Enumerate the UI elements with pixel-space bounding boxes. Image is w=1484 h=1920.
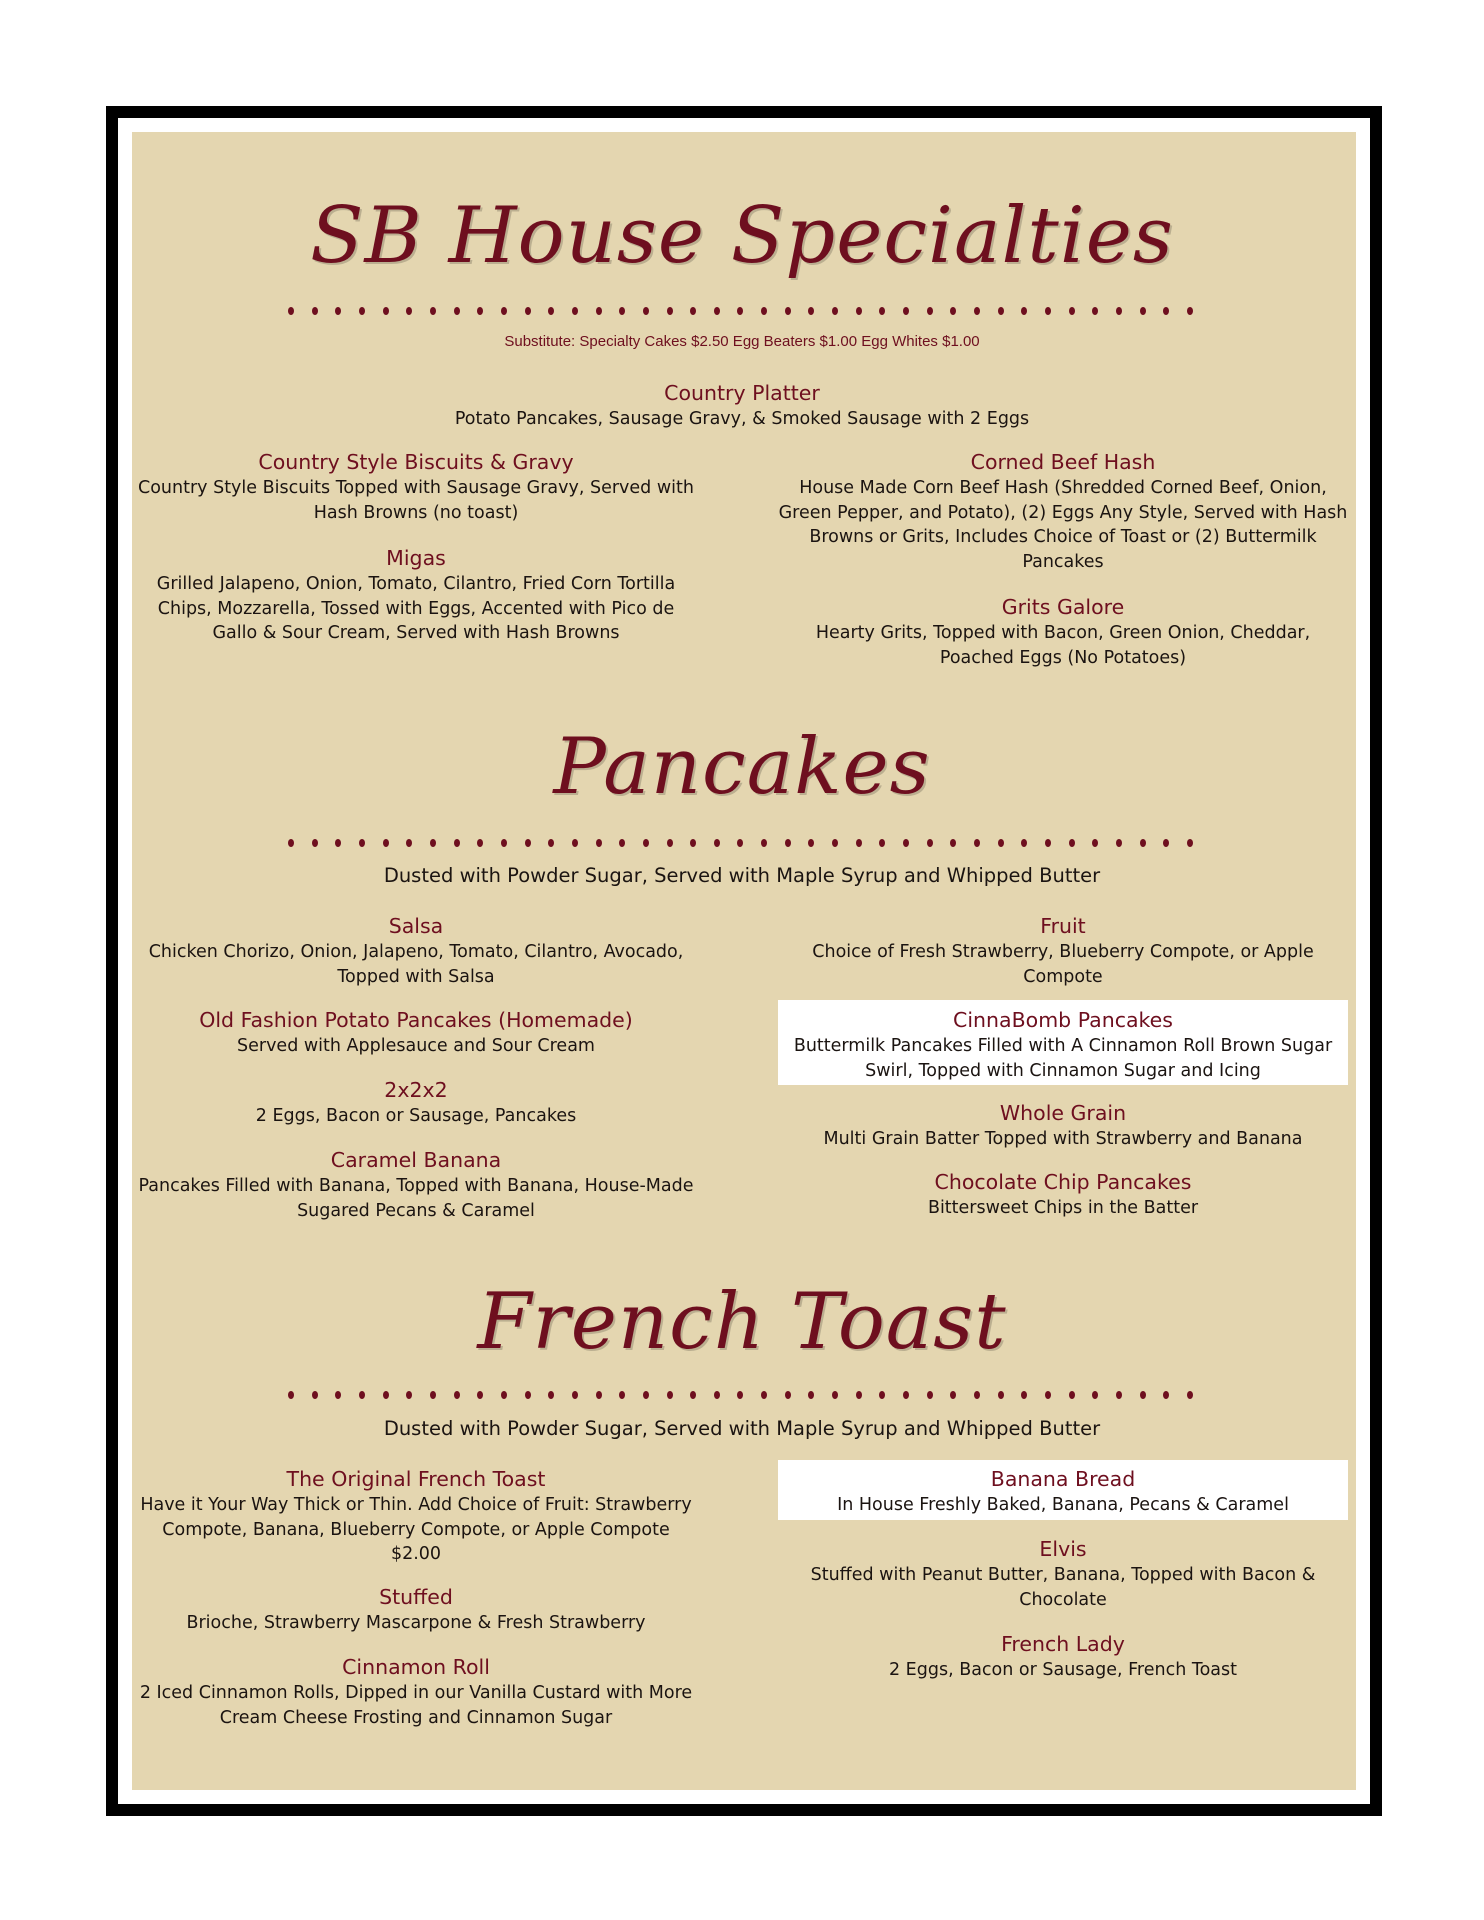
menu-item-country-platter [360,380,1124,432]
menu-item-name: Caramel Banana [330,1148,502,1172]
divider-dot [1116,1391,1122,1399]
divider-dot [572,1391,578,1399]
menu-item-name: Banana Bread [990,1467,1136,1491]
divider-dot [501,307,507,315]
menu-item-2x2x2 [136,1077,696,1129]
divider-dot [998,1391,1004,1399]
menu-item-chocolate-chip [778,1169,1348,1221]
divider-dot [572,307,578,315]
menu-item-desc: Bittersweet Chips in the Batter [927,1198,1199,1218]
menu-item-desc: Choice of Fresh Strawberry, Blueberry Compote, or Apple Compote [812,942,1314,987]
divider-dot [430,839,436,847]
divider-dot [1163,307,1169,315]
divider-dot [643,839,649,847]
divider-dot [832,839,838,847]
menu-item-desc: Buttermilk Pancakes Filled with A Cinnamon Roll Brown Sugar Swirl, Topped with Cinnamon Sugar and Icing [793,1036,1333,1081]
divider-dot [1045,307,1051,315]
divider-dot [903,839,909,847]
divider-dot [1187,307,1193,315]
divider-dot [430,307,436,315]
divider-dot [288,839,294,847]
divider-dot [832,307,838,315]
divider-dot [383,307,389,315]
menu-item-french-lady [778,1631,1348,1683]
divider-dot [1045,1391,1051,1399]
menu-item-name: Salsa [388,914,444,938]
menu-item-name: Chocolate Chip Pancakes [934,1170,1192,1194]
divider-dot [383,1391,389,1399]
divider-dot [596,307,602,315]
divider-dot [808,307,814,315]
menu-item-name: Cinnamon Roll [342,1655,490,1679]
divider-dot [406,839,412,847]
divider-dot [525,839,531,847]
divider-dot [596,839,602,847]
divider-dot [430,1391,436,1399]
divider-dot [1140,307,1146,315]
menu-item-migas [136,545,696,646]
divider-dot [714,1391,720,1399]
menu-item-desc: 2 Iced Cinnamon Rolls, Dipped in our Vanilla Custard with More Cream Cheese Frosting and Cinnamon Sugar [139,1683,693,1728]
french-toast-intro: Dusted with Powder Sugar, Served with Maple Syrup and Whipped Butter [383,1417,1101,1440]
menu-item-name: Whole Grain [999,1101,1127,1125]
divider-dot [1069,307,1075,315]
divider-dot [1140,839,1146,847]
pancakes-divider [288,838,1193,848]
specialties-title: SB House Specialties [310,191,1174,281]
divider-dot [288,307,294,315]
divider-dot [690,307,696,315]
menu-item-name: Country Platter [664,381,820,405]
divider-dot [643,1391,649,1399]
divider-dot [477,839,483,847]
menu-item-caramel-banana [136,1147,696,1223]
divider-dot [785,1391,791,1399]
divider-dot [288,1391,294,1399]
divider-dot [548,307,554,315]
divider-dot [974,1391,980,1399]
divider-dot [785,839,791,847]
divider-dot [856,839,862,847]
menu-item-desc: 2 Eggs, Bacon or Sausage, Pancakes [255,1106,577,1126]
divider-dot [832,1391,838,1399]
menu-item-desc: Multi Grain Batter Topped with Strawberry and Banana [823,1129,1303,1149]
divider-dot [619,307,625,315]
menu-item-name: The Original French Toast [286,1467,546,1491]
menu-item-grits-galore [778,594,1348,670]
divider-dot [643,307,649,315]
divider-dot [383,839,389,847]
divider-dot [761,1391,767,1399]
divider-dot [927,307,933,315]
menu-item-desc: Pancakes Filled with Banana, Topped with Banana, House-Made Sugared Pecans & Caramel [138,1176,694,1221]
divider-dot [1021,1391,1027,1399]
menu-item-name: Corned Beef Hash [970,450,1156,474]
divider-dot [619,839,625,847]
divider-dot [406,307,412,315]
specialties-divider [288,306,1193,316]
divider-dot [1092,839,1098,847]
divider-dot [974,307,980,315]
menu-item-desc: 2 Eggs, Bacon or Sausage, French Toast [888,1660,1238,1680]
divider-dot [1163,839,1169,847]
menu-item-desc: Stuffed with Peanut Butter, Banana, Topped with Bacon & Chocolate [810,1565,1316,1610]
menu-item-desc: Hearty Grits, Topped with Bacon, Green Onion, Cheddar, Poached Eggs (No Potatoes) [815,623,1311,668]
divider-dot [737,307,743,315]
divider-dot [525,1391,531,1399]
divider-dot [335,839,341,847]
divider-dot [879,1391,885,1399]
menu-item-name: Old Fashion Potato Pancakes (Homemade) [199,1008,633,1032]
divider-dot [927,839,933,847]
divider-dot [572,839,578,847]
divider-dot [998,839,1004,847]
divider-dot [312,307,318,315]
divider-dot [808,1391,814,1399]
menu-item-potato-pancakes [136,1007,696,1059]
menu-item-cinnamon-roll [136,1654,696,1730]
divider-dot [1092,307,1098,315]
divider-dot [927,1391,933,1399]
divider-dot [548,839,554,847]
menu-item-desc: Potato Pancakes, Sausage Gravy, & Smoked Sausage with 2 Eggs [454,409,1030,429]
divider-dot [737,839,743,847]
divider-dot [501,839,507,847]
divider-dot [454,839,460,847]
divider-dot [454,1391,460,1399]
divider-dot [974,839,980,847]
divider-dot [359,1391,365,1399]
menu-item-fruit [778,913,1348,989]
divider-dot [548,1391,554,1399]
menu-item-name: Elvis [1039,1537,1087,1561]
menu-item-name: 2x2x2 [384,1078,448,1102]
divider-dot [1021,307,1027,315]
menu-item-name: Migas [386,546,446,570]
menu-item-biscuits-gravy [136,449,696,525]
menu-item-name: CinnaBomb Pancakes [953,1008,1173,1032]
divider-dot [950,1391,956,1399]
divider-dot [690,839,696,847]
divider-dot [761,839,767,847]
menu-item-name: Stuffed [379,1585,453,1609]
divider-dot [312,839,318,847]
divider-dot [667,1391,673,1399]
divider-dot [808,839,814,847]
divider-dot [761,307,767,315]
divider-dot [525,307,531,315]
menu-item-name: Grits Galore [1001,595,1125,619]
divider-dot [477,307,483,315]
divider-dot [1069,839,1075,847]
menu-item-desc: Brioche, Strawberry Mascarpone & Fresh Strawberry [186,1613,646,1633]
divider-dot [903,1391,909,1399]
divider-dot [856,307,862,315]
menu-item-elvis [778,1536,1348,1612]
divider-dot [998,307,1004,315]
divider-dot [1045,839,1051,847]
divider-dot [667,307,673,315]
divider-dot [879,839,885,847]
divider-dot [335,1391,341,1399]
menu-item-salsa [136,913,696,989]
menu-item-name: Country Style Biscuits & Gravy [258,450,574,474]
pancakes-intro: Dusted with Powder Sugar, Served with Maple Syrup and Whipped Butter [383,864,1101,887]
menu-item-cinnabomb [778,1000,1348,1085]
divider-dot [714,307,720,315]
menu-item-original-french-toast [136,1466,696,1567]
menu-item-desc: Chicken Chorizo, Onion, Jalapeno, Tomato, Cilantro, Avocado, Topped with Salsa [148,942,684,987]
divider-dot [690,1391,696,1399]
divider-dot [950,307,956,315]
substitute-note: Substitute: Specialty Cakes $2.50 Egg Beaters $1.00 Egg Whites $1.00 [504,333,980,350]
divider-dot [359,307,365,315]
divider-dot [1116,839,1122,847]
menu-item-desc: House Made Corn Beef Hash (Shredded Corned Beef, Onion, Green Pepper, and Potato), (2) Eggs Any Style, Served with Hash Browns or Grits, Includes Choice of Toast or (2) Buttermilk Pancakes [778,478,1348,572]
menu-item-corned-beef-hash [778,449,1348,574]
divider-dot [903,307,909,315]
french-toast-divider [288,1390,1193,1400]
divider-dot [1021,839,1027,847]
divider-dot [477,1391,483,1399]
divider-dot [1069,1391,1075,1399]
menu-item-desc: Country Style Biscuits Topped with Sausage Gravy, Served with Hash Browns (no toast) [138,478,694,523]
divider-dot [596,1391,602,1399]
menu-item-desc: In House Freshly Baked, Banana, Pecans & Caramel [837,1495,1289,1515]
divider-dot [335,307,341,315]
pancakes-title: Pancakes [553,722,931,812]
divider-dot [737,1391,743,1399]
menu-item-desc: Grilled Jalapeno, Onion, Tomato, Cilantro, Fried Corn Tortilla Chips, Mozzarella, Tossed with Eggs, Accented with Pico de Gallo & Sour Cream, Served with Hash Browns [156,574,676,643]
menu-item-stuffed [136,1584,696,1636]
divider-dot [714,839,720,847]
menu-item-desc: Served with Applesauce and Sour Cream [237,1036,595,1056]
menu-item-name: Fruit [1040,914,1086,938]
divider-dot [856,1391,862,1399]
divider-dot [785,307,791,315]
divider-dot [667,839,673,847]
divider-dot [1092,1391,1098,1399]
divider-dot [501,1391,507,1399]
menu-item-desc: Have it Your Way Thick or Thin. Add Choice of Fruit: Strawberry Compote, Banana, Blueberry Compote, or Apple Compote $2.00 [140,1495,692,1564]
divider-dot [1140,1391,1146,1399]
divider-dot [359,839,365,847]
divider-dot [619,1391,625,1399]
divider-dot [879,307,885,315]
divider-dot [1187,1391,1193,1399]
divider-dot [1163,1391,1169,1399]
divider-dot [406,1391,412,1399]
french-toast-title: French Toast [477,1277,1007,1367]
menu-item-whole-grain [778,1100,1348,1152]
divider-dot [950,839,956,847]
divider-dot [454,307,460,315]
menu-item-name: French Lady [1001,1632,1125,1656]
divider-dot [312,1391,318,1399]
divider-dot [1187,839,1193,847]
menu-item-banana-bread [778,1460,1348,1520]
divider-dot [1116,307,1122,315]
